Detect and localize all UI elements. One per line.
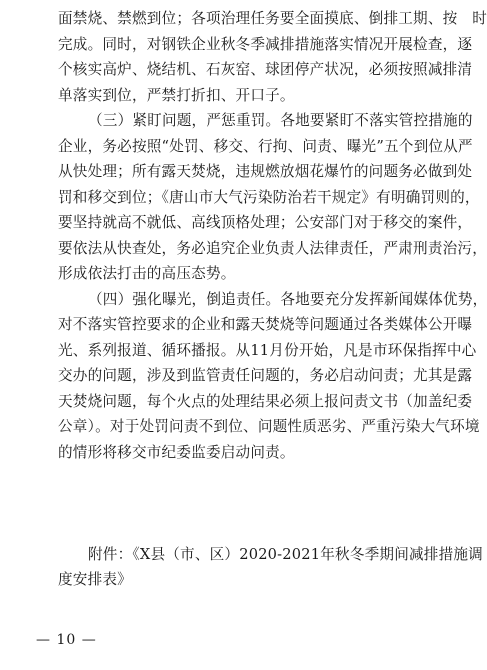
section-three-heading-line: （三）紧盯问题，严惩重罚。各地要紧盯不落实管控措施的 — [88, 112, 473, 129]
body-line-14: 光、系列报道、循环播报。从11月份开始，凡是市环保指挥中心 — [58, 341, 477, 359]
attachment-line-2: 度安排表》 — [58, 571, 132, 588]
body-line-8: 罚和移交到位；《唐山市大气污染防治若干规定》有明确罚则的， — [58, 188, 480, 206]
body-line-1: 面禁烧、禁燃到位；各项治理任务要全面摸底、倒排工期、按 时 — [58, 10, 487, 27]
body-line-16: 天焚烧问题，每个火点的处理结果必须上报问责文书（加盖纪委 — [58, 392, 473, 410]
body-line-15: 交办的问题，涉及到监管责任问题的，务必启动问责；尤其是露 — [58, 367, 473, 384]
attachment-note — [58, 542, 483, 592]
body-line-2: 完成。同时，对钢铁企业秋冬季减排措施落实情况开展检查，逐 — [58, 35, 473, 53]
body-line-4: 单落实到位，严禁打折扣、开口子。 — [58, 86, 295, 104]
body-line-10: 要依法从快查处，务必追究企业负责人法律责任，严肃刑责治污， — [58, 239, 487, 257]
body-line-6: 企业，务必按照“处罚、移交、行拘、问责、曝光”五个到位从严 — [58, 137, 473, 155]
body-line-11: 形成依法打击的高压态势。 — [58, 265, 236, 282]
body-line-9: 要坚持就高不就低、高线顶格处理；公安部门对于移交的案件， — [58, 214, 473, 231]
body-line-3: 个核实高炉、烧结机、石灰窑、球团停产状况，必须按照减排清 — [58, 61, 473, 78]
body-line-13: 对不落实管控要求的企业和露天焚烧等问题通过各类媒体公开曝 — [58, 316, 473, 333]
body-text — [58, 6, 487, 465]
body-line-17: 公章）。对于处罚问责不到位、问题性质恶劣、严重污染大气环境 — [58, 418, 480, 435]
section-four-heading-line: （四）强化曝光，倒追责任。各地要充分发挥新闻媒体优势， — [88, 290, 487, 308]
body-line-18: 的情形将移交市纪委监委启动问责。 — [58, 443, 295, 461]
attachment-line-1: 附件：《X县（市、区）2020-2021年秋冬季期间减排措施调 — [88, 546, 483, 563]
page-number: — 10 — — [36, 632, 97, 648]
body-line-7: 从快处理；所有露天焚烧，违规燃放烟花爆竹的问题务必做到处 — [58, 163, 473, 180]
